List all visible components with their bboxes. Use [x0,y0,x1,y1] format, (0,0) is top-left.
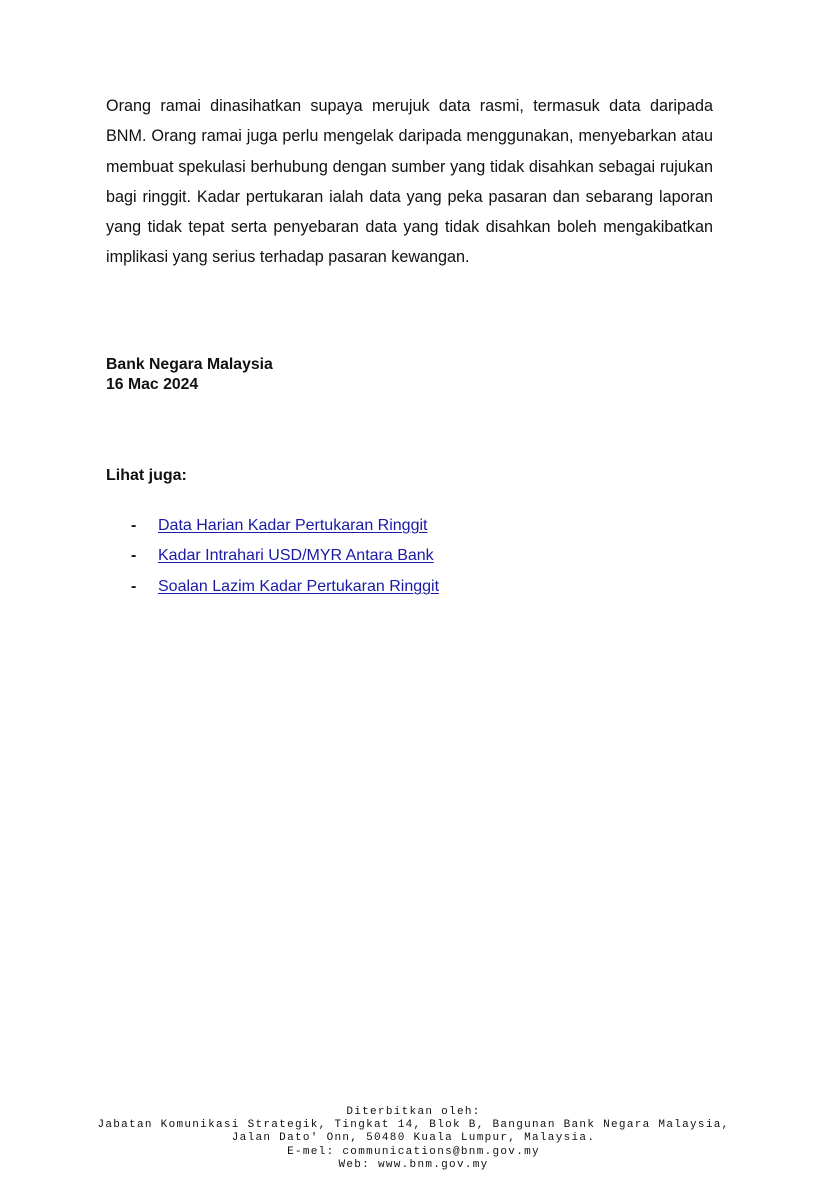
list-bullet: - [131,517,137,534]
publisher-footer [0,1106,827,1172]
signature-date: 16 Mac 2024 [106,375,199,393]
list-item [0,576,700,598]
signature-organization: Bank Negara Malaysia [106,356,273,373]
link-kadar-intrahari-usd-myr[interactable]: Kadar Intrahari USD/MYR Antara Bank [158,547,434,564]
body-paragraph: Orang ramai dinasihatkan supaya merujuk data rasmi, termasuk data daripada BNM. Orang ramai juga perlu mengelak daripada menggunakan, menyebarkan atau membuat spekulasi berhubung dengan sumber yang tidak disahkan sebagai rujukan bagi ringgit. Kadar pertukaran ialah data yang peka pasaran dan sebarang laporan yang tidak tepat serta penyebaran data yang tidak disahkan boleh mengakibatkan implikasi yang serius terhadap pasaran kewangan. [106,97,713,267]
footer-website: Web: www.bnm.gov.my [338,1158,489,1171]
footer-address-line-2: Jalan Dato' Onn, 50480 Kuala Lumpur, Malaysia. [231,1132,596,1145]
footer-email: E-mel: communications@bnm.gov.my [287,1145,540,1158]
signature-block [106,355,273,394]
list-bullet: - [131,578,137,595]
see-also-heading: Lihat juga: [106,467,187,484]
footer-address-line-1: Jabatan Komunikasi Strategik, Tingkat 14, Blok B, Bangunan Bank Negara Malaysia, [97,1119,730,1132]
footer-published-by: Diterbitkan oleh: [346,1106,481,1118]
list-bullet: - [131,547,137,564]
link-soalan-lazim-kadar-pertukaran[interactable]: Soalan Lazim Kadar Pertukaran Ringgit [158,578,440,595]
list-item [0,515,700,537]
link-data-harian-kadar-pertukaran[interactable]: Data Harian Kadar Pertukaran Ringgit [158,517,428,534]
list-item [0,545,700,567]
